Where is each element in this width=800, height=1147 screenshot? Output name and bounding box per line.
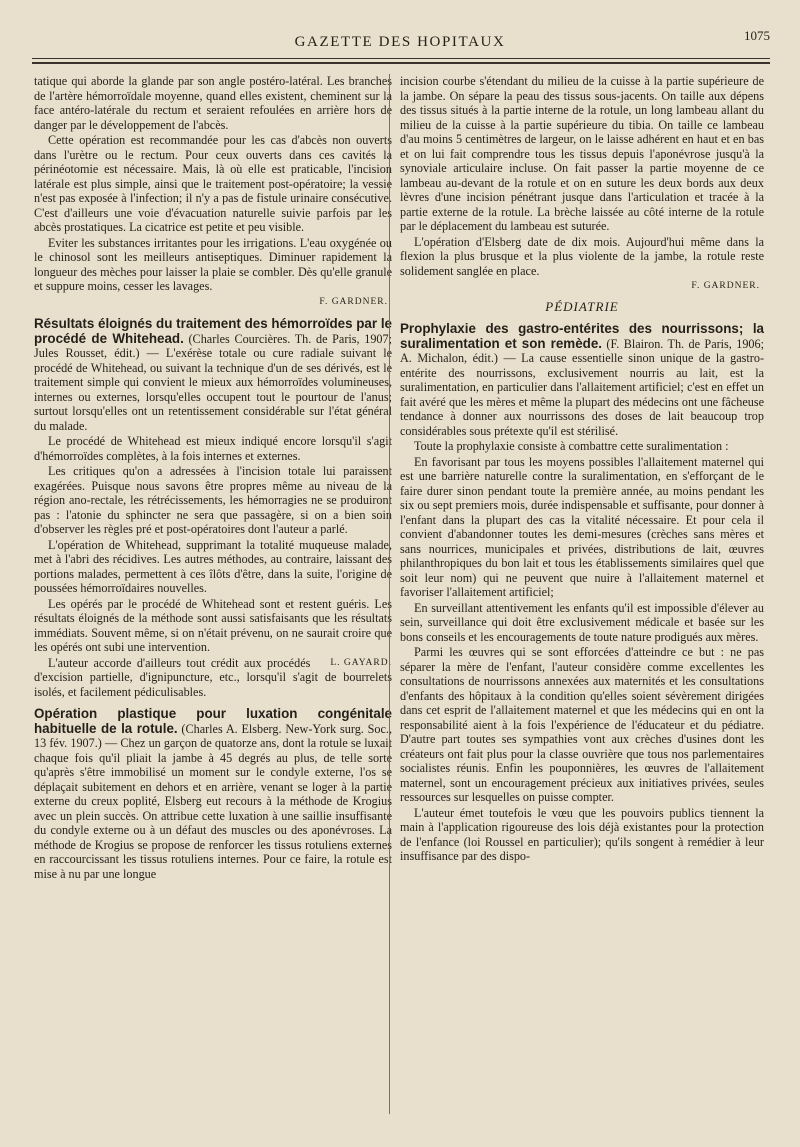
- article-lead: [400, 322, 764, 438]
- article-title: Opération plastique pour luxation congénitale habituelle de la rotule.: [34, 706, 392, 736]
- article-citation: (Charles A. Elsberg. New-York surg. Soc., 13 fév. 1907.) — Chez un garçon de quatorze ans, dont la rotule se luxait chaque fois qu'il pliait la jambe à 45 degrés au plus, de telle sorte qu'après s'être immobilisé un moment sur le condyle externe, l'os se déplaçait subitement en dehors et en arrière, venant se loger à la partie externe du creux poplité, Elsberg eut recours à la méthode de Krogius avec un plein succès. On attribue cette luxation à une saillie insuffisante du condyle externe ou à un défaut des muscles ou des aponévroses. La méthode de Krogius se propose de renforcer les tissus rotuliens externes en raccourcissant les tissus rotuliens internes. Pour ce faire, la rotule est mise à nu par une longue: [34, 721, 393, 881]
- paragraph: [34, 656, 392, 700]
- column-divider: [389, 74, 390, 1114]
- signature: F. GARDNER.: [691, 281, 760, 291]
- article-title: Résultats éloignés du traitement des hémorroïdes par le procédé de Whitehead.: [34, 316, 392, 346]
- article-whitehead: [34, 317, 392, 699]
- article-citation: (F. Blairon. Th. de Paris, 1906; A. Michalon, édit.) — La cause essentielle sinon unique de la gastro-entérite des nourrissons, exclusivement nourris au lait, est la suralimentation, en particulier dans l'allaitement artificiel; c'est en effet un fait avéré que les mères et même la plupart des médecins ont une fâcheuse tendance à donner aux nourrissons des doses de lait beaucoup trop considérables sous prétexte qu'il est stérilisé.: [400, 336, 765, 438]
- paragraph: En surveillant attentivement les enfants qu'il est impossible d'élever au sein, surveillance qui doit être exclusivement médicale et basée sur les bons conseils et les encouragements de toute nature prodigués aux mères.: [400, 600, 764, 644]
- signature: F. GARDNER.: [319, 296, 388, 307]
- paragraph: En favorisant par tous les moyens possibles l'allaitement maternel qui est une barrière naturelle contre la suralimentation, en s'efforçant de le faire durer sinon pendant toute la première année, au moins pendant les six ou sept premiers mois, durée indispensable et suffisante, pour donner à l'enfant dans la plupart des cas la vitalité nécessaire. Et pour cela il convient d'abandonner toutes les demi-mesures (crèches sans mères et sans nourrices, municipales et privées, distributions de lait, œuvres philanthropiques du bon lait et tous les établissements similaires quel que soit leur nom) qui ne peuvent que nuire à l'allaitement maternel et favoriser l'allaitement artificiel;: [400, 454, 764, 599]
- paragraph: Les critiques qu'on a adressées à l'incision totale lui paraissent exagérées. Puisque nous savons être propres même au niveau de la région ano-rectale, les rétrécissements, les hémorragies ne se produiront pas : l'atonie du sphincter ne sera que passagère, si on a bien soin d'observer les règles pré et post-opératoires dont l'auteur a parlé.: [34, 464, 392, 536]
- header-rule-thick: [32, 62, 770, 64]
- signature: L. GAYARD.: [330, 657, 392, 668]
- paragraph: L'auteur émet toutefois le vœu que les pouvoirs publics tiennent la main à l'application rigoureuse des lois déjà existantes pour la protection de l'enfance (loi Roussel en particulier); qu'ils songent à remédier à leur insuffisance par des dispo-: [400, 805, 764, 863]
- paragraph: L'opération d'Elsberg date de dix mois. Aujourd'hui même dans la flexion la plus brusque et la plus violente de la jambe, la rotule reste solidement sanglée en place.: [400, 234, 764, 278]
- left-column: [34, 74, 392, 882]
- section-heading: PÉDIATRIE: [545, 298, 619, 314]
- paragraph-text: L'auteur accorde d'ailleurs tout crédit aux procédés d'excision partielle, d'ignipuncture, etc., lorsqu'il s'agit de bourrelets isolés, et facilement pédiculisables.: [34, 655, 392, 699]
- running-title: GAZETTE DES HOPITAUX: [294, 34, 506, 50]
- paragraph: Eviter les substances irritantes pour les irrigations. L'eau oxygénée ou le chinosol sont les meilleurs antiseptiques. Diminuer rapidement la longueur des mèches pour laisser la plaie se combler. Dès qu'elle granule et suppure moins, cesser les lavages.: [34, 235, 392, 293]
- page-number: 1075: [744, 28, 770, 43]
- article-lead: [34, 707, 392, 881]
- paragraph: Parmi les œuvres qui se sont efforcées d'atteindre ce but : ne pas séparer la mère de l'enfant, l'auteur considère comme excellentes les consultations de nourrissons annexées aux maternités et les consultations d'enfants des hôpitaux à la condition qu'elles soient sévèrement dirigées dans cet esprit de l'allaitement maternel et que les médecins qui en ont la responsabilité aient à la fois l'expérience de l'éducateur et du pédiatre. D'autre part toutes ses sympathies vont aux crèches d'usines dont les créateurs ont fait plus pour la classe ouvrière que tous nos parlementaires socialistes réunis. Enfin les pouponnières, les œuvres de l'allaitement maternel, sont un encouragement précieux aux initiatives privées, seules ressources sur lesquelles on puisse compter.: [400, 645, 764, 804]
- article-lead: [34, 317, 392, 433]
- paragraph: tatique qui aborde la glande par son angle postéro-latéral. Les branches de l'artère hémorroïdale moyenne, quand elles existent, cheminent sur la face antéro-latérale du rectum et seraient refoulées en arrière hors de danger par le développement de l'abcès.: [34, 74, 392, 132]
- paragraph: Cette opération est recommandée pour les cas d'abcès non ouverts dans l'urètre ou le rectum. Pour ceux ouverts dans ces cavités la périnéotomie est nécessaire. Mais, là où elle est praticable, l'incision latérale est plus simple, ainsi que le traitement post-opératoire; la vessie n'est pas exposée à l'infection; il n'y a pas de fistule urinaire consécutive. C'est d'ailleurs une voie d'évacuation naturelle suivie parfois par les abcès prostatiques. La cicatrice est petite et peu visible.: [34, 133, 392, 234]
- right-column: [400, 74, 764, 865]
- article-citation: (Charles Courcières. Th. de Paris, 1907; Jules Rousset, édit.) — L'exérèse totale ou cure radiale suivant le procédé de Whitehead, ou suivant la technique d'un de ses dérivés, est le traitement simple qui convient le mieux aux hémorroïdes volumineuses, internes ou externes, lorsqu'elles occupent tout le pourtour de l'anus; surtout lorsqu'elles ont un retentissement considérable sur l'état général du malade.: [34, 331, 393, 433]
- article-prophylaxie: [400, 322, 764, 864]
- paragraph: L'opération de Whitehead, supprimant la totalité muqueuse malade, met à l'abri des récidives. Les autres méthodes, au contraire, laissant des portions malades, permettent à ces îlôts d'être, dans la suite, l'origine de poussées hémorroïdaires nouvelles.: [34, 537, 392, 595]
- paragraph: Toute la prophylaxie consiste à combattre cette suralimentation :: [414, 439, 729, 453]
- article-title: Prophylaxie des gastro-entérites des nourrissons; la suralimentation et son remède.: [400, 321, 764, 351]
- paragraph: incision courbe s'étendant du milieu de la cuisse à la partie supérieure de la jambe. On sépare la peau des tissus sous-jacents. On taille aux dépens des tissus situés à la partie interne de la rotule, un long lambeau allant du milieu de la cuisse à la partie supérieure du tibia. On taille ce lambeau d'au moins 5 centimètres de largeur, on le laisse adhérent en haut et en bas et on lui fait comprendre tous les tissus depuis l'aponévrose jusqu'à la synoviale articulaire incluse. On fait passer la partie moyenne de ce lambeau au-devant de la rotule et on en suture les deux bords aux deux lèvres d'une incision pénétrant jusque dans l'articulation et tracée à la partie externe de la rotule. La brèche laissée au côté interne de la rotule par le déplacement du lambeau est suturée.: [400, 74, 764, 233]
- paragraph: Les opérés par le procédé de Whitehead sont et restent guéris. Les résultats éloignés de la méthode sont aussi satisfaisants que les résultats immédiats. Souvent même, si on n'était prévenu, on ne saurait croire que les opérés ont subi une intervention.: [34, 596, 392, 654]
- article-rotule: [34, 707, 392, 881]
- header-rule: [32, 58, 770, 59]
- paragraph: Le procédé de Whitehead est mieux indiqué encore lorsqu'il s'agit d'hémorroïdes complètes, à la fois internes et externes.: [34, 434, 392, 463]
